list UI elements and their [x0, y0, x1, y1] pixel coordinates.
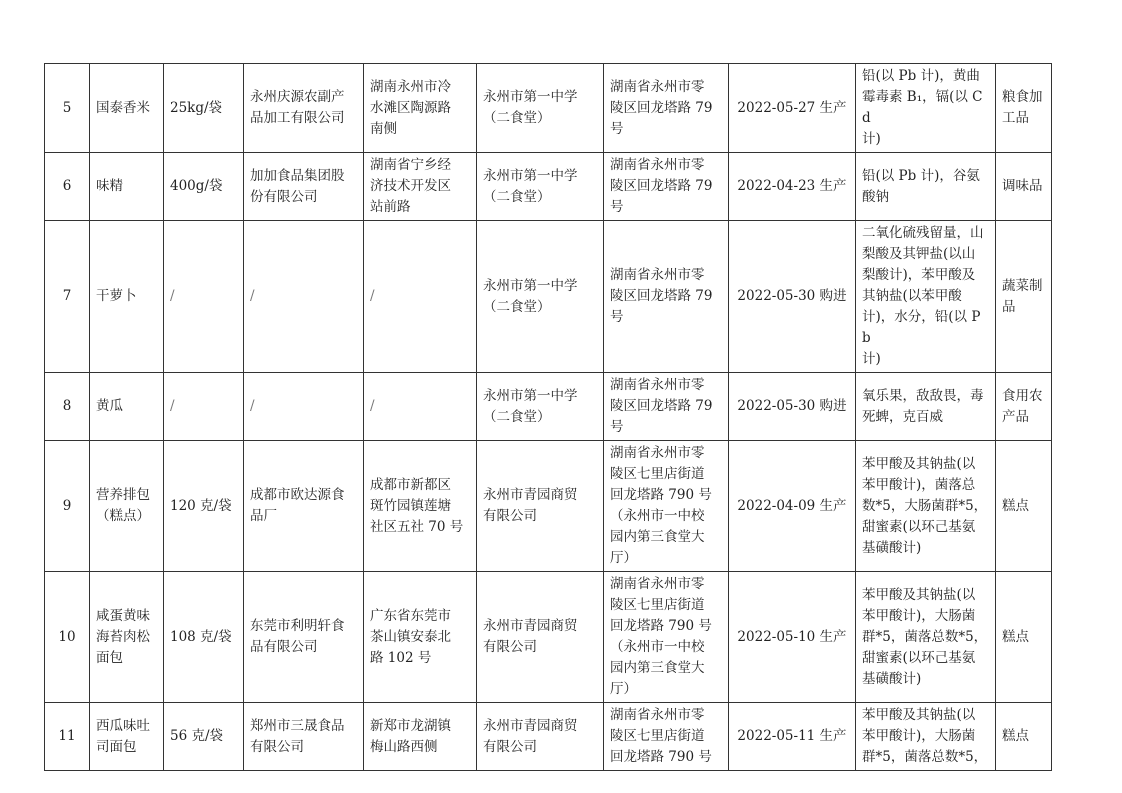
sampled-address-line: 号 [610, 419, 624, 435]
inspection-items-line: 梨酸计)，苯甲酸及 [862, 267, 976, 283]
food-category-cell [996, 373, 1052, 441]
table-row [45, 703, 1052, 771]
product-name-cell [90, 221, 164, 373]
sampled-unit-line: 永州市第一中学 [483, 387, 578, 404]
producer-name-cell [244, 572, 364, 703]
product-name-cell [90, 703, 164, 771]
sampled-address-cell [604, 64, 729, 153]
sampled-address-line: 湖南省永州市零 [610, 445, 705, 461]
sampled-address-line: 陵区回龙塔路 79 [610, 288, 713, 304]
inspection-items-line: 甜蜜素(以环己基氨 [862, 518, 976, 535]
producer-address-line: 路 102 号 [370, 649, 432, 666]
producer-address-line: 新郑市龙湖镇 [370, 717, 451, 734]
inspection-items-line: 数*5，大肠菌群*5， [862, 497, 988, 514]
producer-name-line: 永州庆源农副产 [250, 89, 345, 105]
product-spec-line: 120 克/袋 [170, 497, 232, 514]
inspection-items-line: 计)，水分，铅(以 Pb [862, 309, 981, 346]
producer-name-line: / [250, 398, 255, 414]
producer-name-cell [244, 703, 364, 771]
sampled-address-cell [604, 221, 729, 373]
sampled-address-line: （永州市一中校 [610, 639, 705, 655]
food-category-line: 糕点 [1002, 628, 1029, 645]
sampled-address-line: 湖南省永州市零 [610, 78, 705, 95]
sampled-address-cell [604, 373, 729, 441]
production-date-cell [729, 703, 856, 771]
production-date-cell [729, 572, 856, 703]
production-date-cell [729, 221, 856, 373]
food-category-line: 工品 [1002, 110, 1029, 126]
production-date-cell [729, 64, 856, 153]
row-index: 6 [62, 178, 72, 194]
sampled-unit-line: 永州市青园商贸 [483, 717, 578, 734]
inspection-items-line: 苯甲酸计)，菌落总 [862, 476, 976, 493]
production-date-cell [729, 153, 856, 221]
food-category-line: 蔬菜制 [1002, 277, 1043, 294]
sampled-unit-line: （二食堂） [483, 110, 551, 126]
producer-address-line: 梅山路西侧 [370, 738, 438, 755]
food-category-cell [996, 64, 1052, 153]
inspection-items-line: 苯甲酸及其钠盐(以 [862, 455, 976, 472]
row-index: 9 [62, 497, 72, 514]
producer-name-cell [244, 64, 364, 153]
inspection-items-cell [856, 441, 996, 572]
producer-name-cell [244, 221, 364, 373]
sampled-unit-line: （二食堂） [483, 188, 551, 205]
sampled-address-line: 陵区回龙塔路 79 [610, 178, 713, 194]
sampled-unit-cell [477, 373, 604, 441]
producer-name-line: 郑州市三晟食品 [250, 717, 345, 734]
producer-name-line: / [250, 288, 255, 304]
table-row [45, 373, 1052, 441]
sampled-address-line: 园内第三食堂大 [610, 529, 705, 545]
producer-address-cell [364, 572, 477, 703]
producer-address-line: 社区五社 70 号 [370, 518, 464, 535]
food-category-cell [996, 441, 1052, 572]
inspection-items-line: 群*5，菌落总数*5， [862, 628, 988, 645]
food-category-line: 品 [1002, 298, 1016, 315]
product-spec-line: 56 克/袋 [170, 728, 224, 744]
production-date: 2022-05-11 生产 [737, 728, 847, 744]
sampled-unit-line: 永州市青园商贸 [483, 618, 578, 634]
product-spec-line: / [170, 288, 175, 304]
inspection-items-line: 计) [862, 131, 881, 147]
sampled-address-line: 厅） [610, 550, 637, 566]
sampled-address-line: 湖南省永州市零 [610, 707, 705, 723]
row-index: 5 [62, 99, 72, 116]
inspection-items-line: 酸钠 [862, 188, 889, 205]
product-name-line: 干萝卜 [96, 288, 137, 304]
sampled-unit-line: 永州市第一中学 [483, 167, 578, 184]
product-name-line: 营养排包 [96, 487, 150, 503]
producer-name-line: 有限公司 [250, 738, 304, 755]
food-category-cell [996, 572, 1052, 703]
food-category-cell [996, 153, 1052, 221]
inspection-items-cell [856, 153, 996, 221]
producer-address-cell [364, 703, 477, 771]
product-name-line: （糕点） [96, 508, 150, 524]
food-sampling-table [44, 63, 1052, 771]
producer-address-cell [364, 64, 477, 153]
food-category-cell [996, 703, 1052, 771]
production-date: 2022-05-10 生产 [737, 628, 847, 645]
product-spec-line: / [170, 398, 175, 414]
inspection-items-line: 苯甲酸计)，大肠菌 [862, 607, 976, 624]
product-name-line: 国泰香米 [96, 99, 150, 116]
row-index-cell [45, 221, 90, 373]
producer-name-line: 份有限公司 [250, 188, 318, 205]
production-date: 2022-04-23 生产 [737, 178, 847, 194]
product-name-cell [90, 153, 164, 221]
row-index-cell [45, 441, 90, 572]
sampled-unit-line: 永州市青园商贸 [483, 487, 578, 503]
inspection-items-line: 二氧化硫残留量，山 [862, 225, 984, 241]
row-index-cell [45, 153, 90, 221]
table-row [45, 153, 1052, 221]
producer-address-line: 站前路 [370, 199, 411, 215]
sampled-address-cell [604, 572, 729, 703]
product-spec-line: 25kg/袋 [170, 99, 223, 116]
inspection-items-line: 甜蜜素(以环己基氨 [862, 649, 976, 666]
sampled-unit-cell [477, 221, 604, 373]
product-spec-cell [164, 441, 244, 572]
sampled-address-line: 号 [610, 309, 624, 325]
product-spec-cell [164, 572, 244, 703]
sampled-address-cell [604, 441, 729, 572]
product-name-line: 黄瓜 [96, 398, 123, 414]
product-name-cell [90, 64, 164, 153]
production-date: 2022-05-30 购进 [737, 288, 847, 304]
sampled-unit-line: （二食堂） [483, 408, 551, 425]
producer-address-cell [364, 221, 477, 373]
production-date: 2022-05-27 生产 [737, 99, 847, 116]
producer-address-line: 广东省东莞市 [370, 607, 451, 624]
table-row [45, 441, 1052, 572]
inspection-items-line: 铅(以 Pb 计)，谷氨 [862, 167, 980, 184]
producer-address-line: 成都市新都区 [370, 476, 451, 493]
sampled-address-cell [604, 153, 729, 221]
sampled-unit-line: 有限公司 [483, 508, 537, 524]
producer-name-cell [244, 373, 364, 441]
row-index-cell [45, 572, 90, 703]
sampled-unit-cell [477, 64, 604, 153]
inspection-items-cell [856, 373, 996, 441]
product-spec-line: 108 克/袋 [170, 628, 232, 645]
food-category-line: 糕点 [1002, 497, 1029, 514]
table-row [45, 221, 1052, 373]
sampled-unit-cell [477, 441, 604, 572]
production-date-cell [729, 441, 856, 572]
product-spec-cell [164, 221, 244, 373]
sampled-unit-line: 永州市第一中学 [483, 277, 578, 294]
product-spec-cell [164, 153, 244, 221]
row-index-cell [45, 373, 90, 441]
inspection-items-line: 氧乐果，敌敌畏，毒 [862, 387, 984, 404]
sampled-address-line: 号 [610, 120, 624, 137]
sampled-address-line: 厅） [610, 681, 637, 697]
sampled-address-line: 陵区回龙塔路 79 [610, 99, 713, 116]
producer-address-line: / [370, 288, 375, 304]
producer-address-line: 济技术开发区 [370, 178, 451, 194]
producer-name-line: 加加食品集团股 [250, 167, 345, 184]
food-category-line: 产品 [1002, 408, 1029, 425]
sampled-address-line: 回龙塔路 790 号 [610, 618, 712, 634]
inspection-items-line: 其钠盐(以苯甲酸 [862, 288, 962, 304]
product-spec-cell [164, 703, 244, 771]
production-date: 2022-05-30 购进 [737, 398, 847, 414]
producer-address-line: 南侧 [370, 120, 397, 137]
product-name-cell [90, 572, 164, 703]
inspection-items-cell [856, 64, 996, 153]
product-name-line: 司面包 [96, 738, 137, 755]
row-index: 7 [62, 288, 72, 304]
product-name-line: 海苔肉松 [96, 628, 150, 645]
food-category-cell [996, 221, 1052, 373]
inspection-items-line: 群*5，菌落总数*5， [862, 749, 988, 765]
producer-name-cell [244, 441, 364, 572]
sampled-address-line: 湖南省永州市零 [610, 157, 705, 173]
sampled-address-line: 陵区七里店街道 [610, 728, 705, 744]
producer-address-line: 湖南省宁乡经 [370, 157, 451, 173]
producer-address-cell [364, 441, 477, 572]
food-category-line: 粮食加 [1002, 89, 1043, 105]
sampled-unit-line: 有限公司 [483, 738, 537, 755]
product-name-line: 面包 [96, 649, 123, 666]
inspection-items-cell [856, 572, 996, 703]
sampled-address-line: 陵区回龙塔路 79 [610, 398, 713, 414]
sampled-address-cell [604, 703, 729, 771]
food-category-line: 调味品 [1002, 178, 1043, 194]
producer-name-line: 东莞市利明轩食 [250, 618, 345, 634]
inspection-items-cell [856, 221, 996, 373]
producer-name-line: 成都市欧达源食 [250, 487, 345, 503]
inspection-items-line: 苯甲酸及其钠盐(以 [862, 707, 976, 723]
inspection-items-cell [856, 703, 996, 771]
inspection-items-line: 梨酸及其钾盐(以山 [862, 246, 976, 262]
inspection-items-line: 基磺酸计) [862, 539, 922, 556]
producer-address-line: 水滩区陶源路 [370, 99, 451, 116]
inspection-items-line: 苯甲酸及其钠盐(以 [862, 586, 976, 603]
inspection-items-line: 苯甲酸计)，大肠菌 [862, 728, 976, 744]
product-spec-cell [164, 64, 244, 153]
sampled-address-line: 陵区七里店街道 [610, 597, 705, 613]
sampled-address-line: 园内第三食堂大 [610, 660, 705, 676]
production-date: 2022-04-09 生产 [737, 497, 847, 514]
product-spec-line: 400g/袋 [170, 178, 223, 194]
producer-address-cell [364, 373, 477, 441]
sampled-address-line: 号 [610, 199, 624, 215]
sampled-address-line: 回龙塔路 790 号 [610, 487, 712, 503]
sampled-unit-cell [477, 703, 604, 771]
producer-address-line: 茶山镇安泰北 [370, 628, 451, 645]
sampled-unit-line: 有限公司 [483, 639, 537, 655]
table-row [45, 572, 1052, 703]
table-row [45, 64, 1052, 153]
product-name-line: 咸蛋黄味 [96, 607, 150, 624]
row-index-cell [45, 64, 90, 153]
sampled-address-line: 回龙塔路 790 号 [610, 749, 712, 765]
product-name-cell [90, 373, 164, 441]
production-date-cell [729, 373, 856, 441]
inspection-items-line: 霉毒素 B₁，镉(以 Cd [862, 89, 983, 126]
inspection-items-line: 铅(以 Pb 计)，黄曲 [862, 68, 980, 84]
producer-address-line: 湖南永州市冷 [370, 78, 451, 95]
sampled-address-line: （永州市一中校 [610, 508, 705, 524]
producer-name-line: 品加工有限公司 [250, 110, 345, 126]
producer-address-line: 斑竹园镇莲塘 [370, 497, 451, 514]
product-spec-cell [164, 373, 244, 441]
sampled-unit-line: （二食堂） [483, 298, 551, 315]
producer-name-cell [244, 153, 364, 221]
producer-address-cell [364, 153, 477, 221]
sampled-address-line: 湖南省永州市零 [610, 267, 705, 283]
row-index: 10 [58, 628, 76, 645]
row-index: 11 [58, 728, 76, 744]
food-category-line: 糕点 [1002, 728, 1029, 744]
inspection-items-line: 死蜱，克百威 [862, 408, 943, 425]
sampled-unit-cell [477, 153, 604, 221]
producer-name-line: 品厂 [250, 508, 277, 524]
product-name-line: 西瓜味吐 [96, 717, 150, 734]
sampled-unit-line: 永州市第一中学 [483, 89, 578, 105]
row-index-cell [45, 703, 90, 771]
product-name-line: 味精 [96, 178, 123, 194]
food-category-line: 食用农 [1002, 387, 1043, 404]
row-index: 8 [62, 398, 72, 414]
producer-name-line: 品有限公司 [250, 639, 318, 655]
inspection-items-line: 基磺酸计) [862, 670, 922, 687]
sampled-address-line: 湖南省永州市零 [610, 377, 705, 393]
producer-address-line: / [370, 398, 375, 414]
sampled-address-line: 湖南省永州市零 [610, 576, 705, 592]
sampled-unit-cell [477, 572, 604, 703]
sampled-address-line: 陵区七里店街道 [610, 466, 705, 482]
product-name-cell [90, 441, 164, 572]
inspection-items-line: 计) [862, 351, 881, 367]
